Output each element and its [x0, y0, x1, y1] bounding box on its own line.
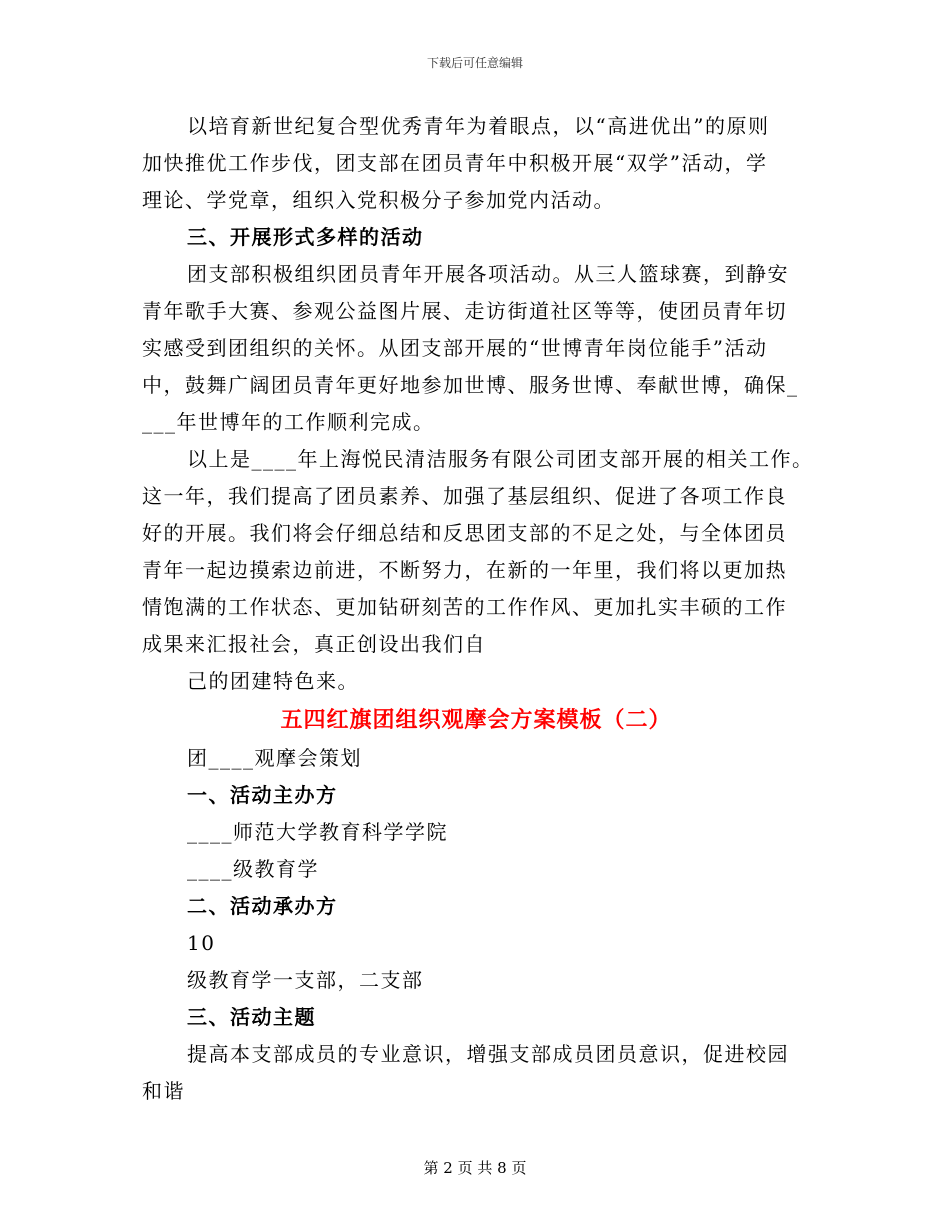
paragraph-line: 级教育学一支部，二支部	[187, 968, 424, 992]
paragraph-line: 青年一起边摸索边前进，不断努力，在新的一年里，我们将以更加热	[142, 558, 787, 582]
paragraph-line: 成果来汇报社会，真正创设出我们自	[142, 632, 486, 656]
paragraph-line: 以培育新世纪复合型优秀青年为着眼点，以“高进优出”的原则	[187, 114, 770, 138]
paragraph-line: 中，鼓舞广阔团员青年更好地参加世博、服务世博、奉献世博，确保_	[142, 373, 799, 397]
paragraph-line: 情饱满的工作状态、更加钻研刻苦的工作作风、更加扎实丰硕的工作	[142, 595, 787, 619]
paragraph-line: 青年歌手大赛、参观公益图片展、走访街道社区等等，使团员青年切	[142, 299, 787, 323]
paragraph-line: ____级教育学	[187, 857, 319, 881]
paragraph-line: 理论、学党章，组织入党积极分子参加党内活动。	[142, 188, 615, 212]
paragraph-line: 团支部积极组织团员青年开展各项活动。从三人篮球赛，到静安	[187, 262, 789, 286]
section-heading: 三、活动主题	[187, 1005, 316, 1029]
paragraph-line: 己的团建特色来。	[187, 669, 359, 693]
paragraph-line: 以上是____年上海悦民清洁服务有限公司团支部开展的相关工作。	[187, 447, 814, 471]
paragraph-line: 好的开展。我们将会仔细总结和反思团支部的不足之处，与全体团员	[142, 521, 787, 545]
document-title: 五四红旗团组织观摩会方案模板（二）	[280, 707, 672, 733]
section-heading: 二、活动承办方	[187, 894, 338, 918]
paragraph-line: 这一年，我们提高了团员素养、加强了基层组织、促进了各项工作良	[142, 484, 787, 508]
paragraph-line: 10	[187, 931, 216, 955]
paragraph-line: ____师范大学教育科学学院	[187, 820, 448, 844]
paragraph-line: ___年世博年的工作顺利完成。	[142, 410, 435, 434]
header-note: 下载后可任意编辑	[426, 56, 523, 70]
paragraph-line: 实感受到团组织的关怀。从团支部开展的“世博青年岗位能手”活动	[142, 336, 768, 360]
page-number: 第 2 页 共 8 页	[423, 1159, 527, 1177]
section-heading: 一、活动主办方	[187, 783, 338, 807]
document-body	[142, 108, 814, 1110]
paragraph-line: 提高本支部成员的专业意识，增强支部成员团员意识，促进校园	[187, 1042, 789, 1066]
paragraph-line: 团____观摩会策划	[187, 746, 362, 770]
paragraph-line: 加快推优工作步伐，团支部在团员青年中积极开展“双学”活动，学	[142, 151, 768, 175]
section-heading: 三、开展形式多样的活动	[187, 225, 424, 249]
paragraph-line: 和谐	[142, 1079, 185, 1103]
